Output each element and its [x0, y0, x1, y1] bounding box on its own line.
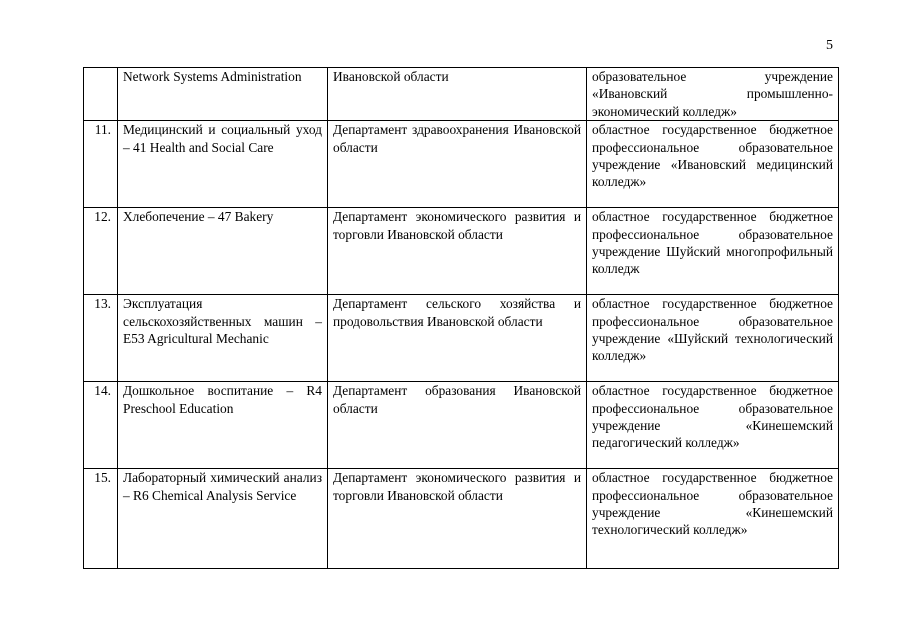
department-cell: Ивановской области — [328, 68, 587, 121]
institution-cell: областное государственное бюджетное профессиональное образовательное учреждение «Кинешемский технологический колледж» — [587, 469, 839, 569]
competence-cell: Эксплуатация сельскохозяйственных машин – E53 Agricultural Mechanic — [118, 295, 328, 382]
department-cell: Департамент здравоохранения Ивановской области — [328, 121, 587, 208]
competence-cell: Network Systems Administration — [118, 68, 328, 121]
table-row — [84, 121, 839, 208]
institution-cell: областное государственное бюджетное профессиональное образовательное учреждение «Ивановский медицинский колледж» — [587, 121, 839, 208]
institution-cell: образовательное учреждение «Ивановский промышленно-экономический колледж» — [587, 68, 839, 121]
competence-cell: Лабораторный химический анализ – R6 Chemical Analysis Service — [118, 469, 328, 569]
competence-cell: Хлебопечение – 47 Bakery — [118, 208, 328, 295]
competence-cell: Медицинский и социальный уход – 41 Health and Social Care — [118, 121, 328, 208]
department-cell: Департамент сельского хозяйства и продовольствия Ивановской области — [328, 295, 587, 382]
institution-cell: областное государственное бюджетное профессиональное образовательное учреждение Шуйский многопрофильный колледж — [587, 208, 839, 295]
row-number — [84, 68, 118, 121]
table-row — [84, 208, 839, 295]
row-number: 15. — [84, 469, 118, 569]
institution-cell: областное государственное бюджетное профессиональное образовательное учреждение «Кинешемский педагогический колледж» — [587, 382, 839, 469]
row-number: 12. — [84, 208, 118, 295]
department-cell: Департамент экономического развития и торговли Ивановской области — [328, 208, 587, 295]
department-cell: Департамент образования Ивановской области — [328, 382, 587, 469]
table-row — [84, 382, 839, 469]
institution-cell: областное государственное бюджетное профессиональное образовательное учреждение «Шуйский технологический колледж» — [587, 295, 839, 382]
table-row — [84, 469, 839, 569]
row-number: 11. — [84, 121, 118, 208]
table-row — [84, 68, 839, 121]
competence-table — [83, 67, 839, 569]
row-number: 13. — [84, 295, 118, 382]
department-cell: Департамент экономического развития и торговли Ивановской области — [328, 469, 587, 569]
competence-cell: Дошкольное воспитание – R4 Preschool Education — [118, 382, 328, 469]
table-row — [84, 295, 839, 382]
page-number: 5 — [826, 38, 833, 53]
row-number: 14. — [84, 382, 118, 469]
